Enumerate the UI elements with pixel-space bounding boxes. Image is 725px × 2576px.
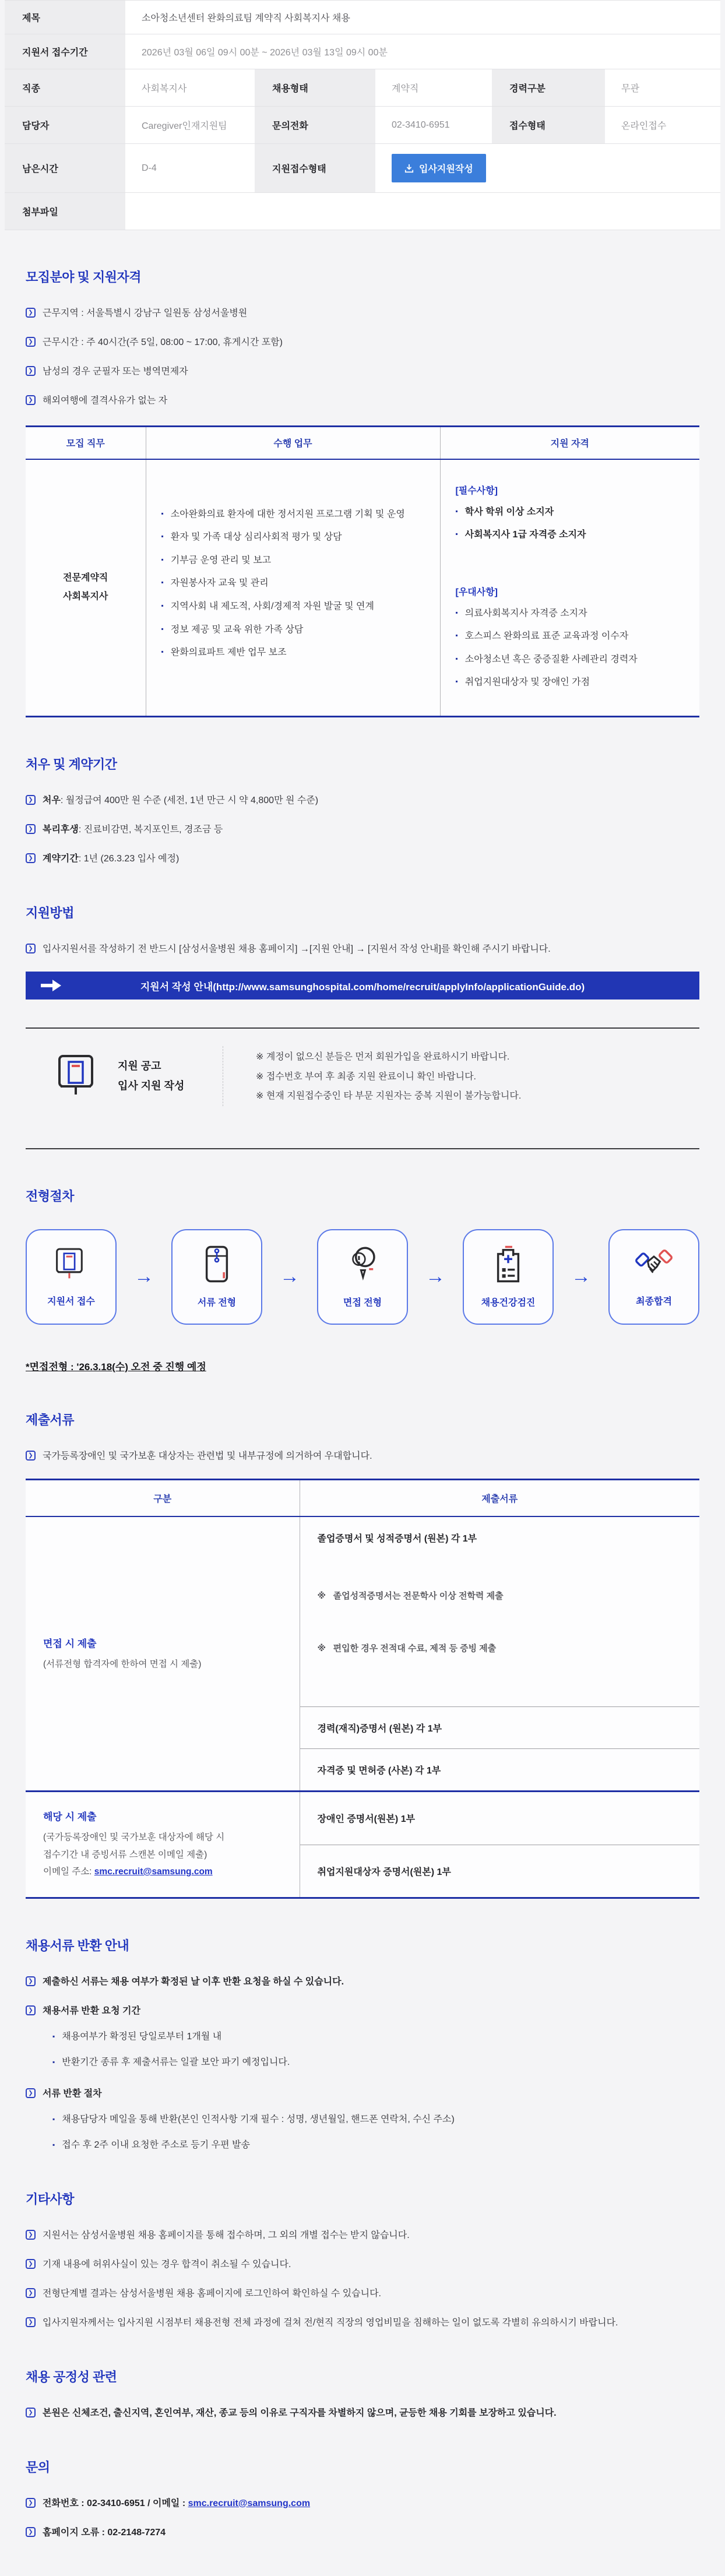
bullet-etc-4: [26, 2316, 699, 2330]
section-title-recruit: 모집분야 및 지원자격: [26, 270, 141, 284]
bullet-text: 전형단계별 결과는 삼성서울병원 채용 홈페이지에 로그인하여 확인하실 수 있습니다.: [43, 2288, 381, 2299]
banner-label: 지원서 작성 안내(http://www.samsunghospital.com/home/recruit/applyInfo/applicationGuide.do): [140, 981, 585, 993]
doc-note: ※ 졸업성적증명서는 전문학사 이상 전학력 제출 ※ 편입한 경우 전적대 수료, 제적 등 증빙 제출: [317, 1591, 504, 1654]
spacer: [456, 551, 685, 585]
required-list: [456, 505, 685, 543]
table-row: [5, 193, 720, 230]
chevron-box-icon: ❯: [26, 2408, 36, 2417]
download-icon: [404, 164, 414, 173]
submission-documents-table: [26, 1479, 699, 1899]
apply-button-cell: [375, 144, 720, 193]
bullet-text: 제출하신 서류는 채용 여부가 확정된 날 이후 반환 요청을 하실 수 있습니다.: [43, 1976, 344, 1987]
square-bullet-icon: ▪: [455, 631, 458, 640]
bullet-label: 복리후생: [43, 825, 79, 835]
table-row: [5, 107, 720, 144]
job-type-value: 사회복지사: [125, 69, 255, 107]
job-detail-table: [26, 425, 699, 717]
bullet-contact-phone: [26, 2497, 699, 2511]
square-bullet-icon: ▪: [52, 2057, 55, 2066]
contact-email-link[interactable]: smc.recruit@samsung.com: [188, 2498, 311, 2508]
section-title-fairness: 채용 공정성 관련: [26, 2369, 117, 2384]
chevron-box-icon: ❯: [26, 944, 36, 953]
bullet-etc-2: [26, 2258, 699, 2272]
doc-employment-support-cert: 취업지원대상자 증명서(원본) 1부: [300, 1845, 699, 1898]
bullet-veteran-preference: [26, 1449, 699, 1463]
section-etc: [0, 2190, 725, 2330]
bullet-text: 근무시간 : 주 40시간(주 5일, 08:00 ~ 17:00, 휴게시간 포함): [43, 337, 283, 347]
step-health-check: [463, 1229, 554, 1325]
step-label: 면접 전형: [343, 1298, 382, 1308]
header-duties: 수행 업무: [146, 427, 440, 459]
square-bullet-icon: ▪: [161, 601, 164, 610]
email-label: 이메일 주소:: [43, 1867, 94, 1877]
square-bullet-icon: ▪: [52, 2140, 55, 2149]
chevron-box-icon: ❯: [26, 366, 36, 376]
step-application: [26, 1229, 117, 1325]
doc-graduation-cert: [300, 1516, 699, 1707]
chevron-box-icon: ❯: [26, 2288, 36, 2298]
square-bullet-icon: ▪: [455, 506, 458, 515]
bullet-work-location: [26, 307, 699, 321]
duty-item: ▪ 기부금 운영 관리 및 보고: [161, 553, 425, 568]
section-apply-method: [0, 903, 725, 1149]
bullet-text: : 월정급여 400만 원 수준 (세전, 1년 만근 시 약 4,800만 원 수준): [60, 796, 319, 806]
return-procedure-list: [52, 2113, 699, 2152]
bullet-label: 채용서류 반환 요청 기간: [43, 2005, 140, 2016]
bullet-return-request: [26, 1975, 699, 1989]
phone-value: 02-3410-6951: [375, 107, 492, 144]
bullet-text: 본원은 신체조건, 출신지역, 혼인여부, 재산, 종교 등의 이유로 구직자를 차별하지 않으며, 균등한 채용 기회를 보장하고 있습니다.: [43, 2408, 557, 2418]
qualifications-cell: [440, 459, 699, 717]
document-icon: [201, 1245, 233, 1283]
chevron-box-icon: ❯: [26, 2005, 36, 2015]
square-bullet-icon: ▪: [161, 647, 164, 656]
employment-type-label: 채용형태: [255, 69, 375, 107]
infobox-notes: [223, 1046, 699, 1106]
period-label: 지원서 접수기간: [5, 34, 125, 69]
job-position-cell: [26, 459, 146, 717]
bullet-salary: [26, 794, 699, 808]
chevron-box-icon: ❯: [26, 2088, 36, 2098]
handshake-icon: [635, 1246, 673, 1282]
section-recruit: [0, 268, 725, 717]
attachment-value: [125, 193, 720, 230]
table-row: [5, 1, 720, 34]
bullet-homepage-error: [26, 2526, 699, 2540]
application-guide-banner[interactable]: [26, 972, 699, 1000]
apply-receipt-label: 지원접수형태: [255, 144, 375, 193]
preferred-title: [우대사항]: [455, 587, 498, 597]
bullet-text: 근무지역 : 서울특별시 강남구 일원동 삼성서울병원: [43, 308, 248, 318]
doc-group-subtitle: (국가등록장애인 및 국가보훈 대상자에 해당 시 접수기간 내 증빙서류 스캔본 이메일 제출) 이메일 주소: smc.recruit@samsung.com: [43, 1832, 225, 1877]
application-period: 2026년 03월 06일 09시 00분 ~ 2026년 03월 13일 09시 00분: [125, 34, 720, 69]
infobox-title-line: 입사 지원 작성: [118, 1080, 185, 1092]
chevron-box-icon: ❯: [26, 395, 36, 405]
posting-title: 소아청소년센터 완화의료팀 계약직 사회복지사 채용: [125, 1, 720, 34]
monitor-icon: [52, 1246, 90, 1282]
duty-item: ▪ 환자 및 가족 대상 심리사회적 평가 및 상담: [161, 530, 425, 545]
bullet-text: 입사지원자께서는 입사지원 시점부터 채용전형 전체 과정에 걸쳐 전/현직 직장의 영업비밀을 침해하는 일이 없도록 각별히 유의하시기 바랍니다.: [43, 2317, 618, 2328]
bullet-etc-3: [26, 2287, 699, 2301]
step-label: 서류 전형: [197, 1298, 237, 1308]
infobox-title-line: 지원 공고: [118, 1060, 161, 1072]
remaining-time-value: D-4: [125, 144, 255, 193]
arrow-right-icon: →: [134, 1265, 154, 1288]
qualification-item: ▪ 소아청소년 혹은 중증질환 사례관리 경력자: [456, 652, 685, 667]
duty-item: ▪ 소아완화의료 환자에 대한 정서지원 프로그램 기획 및 운영: [161, 507, 425, 522]
chevron-box-icon: ❯: [26, 2317, 36, 2327]
square-bullet-icon: ▪: [455, 608, 458, 617]
bullet-text: 입사지원서를 작성하기 전 반드시 [삼성서울병원 채용 홈페이지] →[지원 안내] → [지원서 작성 안내]를 확인해 주시기 바랍니다.: [43, 944, 551, 955]
job-posting-summary-table: [5, 0, 720, 230]
process-steps: [26, 1229, 699, 1325]
arrow-right-icon: →: [571, 1265, 591, 1288]
bullet-etc-1: [26, 2229, 699, 2243]
doc-group-title: 면접 시 제출: [43, 1638, 97, 1649]
chevron-box-icon: ❯: [26, 308, 36, 318]
qualification-item: ▪ 의료사회복지사 자격증 소지자: [456, 606, 685, 621]
section-document-return: [0, 1936, 725, 2152]
bullet-welfare: [26, 823, 699, 837]
homepage-error-text: 홈페이지 오류 : 02-2148-7274: [43, 2527, 166, 2538]
section-documents: [0, 1410, 725, 1899]
phone-label: 문의전화: [255, 107, 375, 144]
qualification-item: ▪ 사회복지사 1급 자격증 소지자: [456, 527, 685, 543]
step-final-pass: [608, 1229, 699, 1325]
job-table-header-row: [26, 427, 699, 459]
header-documents: 제출서류: [300, 1479, 699, 1516]
duty-list: [161, 507, 425, 660]
bullet-military: [26, 365, 699, 379]
job-position-line: 사회복지사: [63, 592, 108, 602]
step-label: 최종합격: [636, 1297, 672, 1307]
square-bullet-icon: ▪: [52, 2114, 55, 2123]
infobox-note: ※ 접수번호 부여 후 최종 지원 완료이니 확인 바랍니다.: [256, 1071, 476, 1082]
list-item: ▪ 반환기간 종류 후 제출서류는 일괄 보안 파기 예정입니다.: [52, 2056, 699, 2070]
bullet-text: 국가등록장애인 및 국가보훈 대상자는 관련법 및 내부규정에 의거하여 우대합니다.: [43, 1451, 372, 1461]
step-label: 지원서 접수: [47, 1297, 95, 1307]
duties-cell: [146, 459, 440, 717]
bullet-travel: [26, 394, 699, 408]
contact-phone-text: 전화번호 : 02-3410-6951 / 이메일 :: [43, 2498, 188, 2508]
square-bullet-icon: ▪: [455, 677, 458, 686]
section-title-return: 채용서류 반환 안내: [26, 1938, 129, 1953]
section-title-documents: 제출서류: [26, 1412, 75, 1427]
return-period-list: [52, 2030, 699, 2070]
infobox-left: [26, 1046, 223, 1106]
step-label: 채용건강검진: [481, 1298, 536, 1308]
doc-license-cert: 자격증 및 면허증 (사본) 각 1부: [300, 1749, 699, 1792]
bullet-text: 기재 내용에 허위사실이 있는 경우 합격이 취소될 수 있습니다.: [43, 2259, 291, 2269]
chevron-box-icon: ❯: [26, 824, 36, 834]
bullet-label: 서류 반환 절차: [43, 2088, 102, 2099]
section-title-apply: 지원방법: [26, 906, 75, 921]
career-value: 무관: [605, 69, 720, 107]
step-interview: [317, 1229, 408, 1325]
square-bullet-icon: ▪: [161, 578, 164, 587]
bullet-text: : 진료비감면, 복지포인트, 경조금 등: [78, 825, 223, 835]
bullet-text: 남성의 경우 군필자 또는 병역면제자: [43, 367, 188, 376]
chevron-box-icon: ❯: [26, 853, 36, 863]
list-item: ▪ 채용여부가 확정된 당일로부터 1개월 내: [52, 2030, 699, 2044]
square-bullet-icon: ▪: [52, 2032, 55, 2040]
bullet-work-hours: [26, 336, 699, 350]
doc-disability-cert: 장애인 증명서(원본) 1부: [300, 1792, 699, 1845]
duty-item: ▪ 지역사회 내 제도적, 사회/경제적 자원 발굴 및 연계: [161, 599, 425, 614]
section-title-etc: 기타사항: [26, 2191, 75, 2207]
chevron-box-icon: ❯: [26, 2230, 36, 2240]
table-row: [5, 34, 720, 69]
doc-table-header-row: [26, 1479, 699, 1516]
section-fairness: [0, 2367, 725, 2420]
square-bullet-icon: ▪: [161, 532, 164, 541]
square-bullet-icon: ▪: [161, 624, 164, 633]
section-title-treatment: 처우 및 계약기간: [26, 757, 117, 772]
qualification-item: ▪ 호스피스 완화의료 표준 교육과정 이수자: [456, 629, 685, 644]
health-check-icon: [492, 1245, 525, 1283]
chevron-box-icon: ❯: [26, 795, 36, 805]
monitor-icon: [54, 1053, 103, 1099]
conditional-submission-cell: [26, 1792, 300, 1898]
recruit-email-link[interactable]: smc.recruit@samsung.com: [94, 1867, 213, 1877]
title-label: 제목: [5, 1, 125, 34]
bullet-apply-guide: [26, 942, 699, 956]
duty-item: ▪ 정보 제공 및 교육 위한 가족 상담: [161, 622, 425, 638]
receipt-type-label: 접수형태: [492, 107, 605, 144]
attachment-label: 첨부파일: [5, 193, 125, 230]
bottom-spacer: [26, 2555, 699, 2576]
manager-label: 담당자: [5, 107, 125, 144]
bullet-fairness: [26, 2406, 699, 2420]
magnifier-icon: [345, 1245, 380, 1283]
doc-row-group1: [26, 1516, 699, 1707]
duty-item: ▪ 자원봉사자 교육 및 관리: [161, 576, 425, 591]
bullet-text: 해외여행에 결격사유가 없는 자: [43, 396, 168, 406]
employment-type-value: 계약직: [375, 69, 492, 107]
remaining-time-label: 남은시간: [5, 144, 125, 193]
bullet-return-period: [26, 2004, 699, 2018]
required-title: [필수사항]: [455, 485, 498, 496]
bullet-text: : 1년 (26.3.23 입사 예정): [78, 854, 180, 864]
section-title-contact: 문의: [26, 2459, 50, 2475]
infobox-note: ※ 현재 지원접수중인 타 부문 지원자는 중복 지원이 불가능합니다.: [256, 1091, 522, 1102]
doc-main-text: 졸업증명서 및 성적증명서 (원본) 각 1부: [317, 1534, 477, 1544]
header-job-position: 모집 직무: [26, 427, 146, 459]
doc-career-cert: 경력(재직)증명서 (원본) 각 1부: [300, 1707, 699, 1749]
section-treatment: [0, 755, 725, 866]
interview-schedule-note: *면접전형 : '26.3.18(수) 오전 중 진행 예정: [26, 1361, 206, 1373]
manager-value: Caregiver인재지원팀: [125, 107, 255, 144]
chevron-box-icon: ❯: [26, 2527, 36, 2537]
bullet-contract-period: [26, 852, 699, 866]
duty-item: ▪ 완화의료파트 제반 업무 보조: [161, 645, 425, 660]
section-title-process: 전형절차: [26, 1188, 75, 1203]
list-item: ▪ 접수 후 2주 이내 요청한 주소로 등기 우편 발송: [52, 2138, 699, 2152]
apply-infobox: [26, 1027, 699, 1149]
job-type-label: 직종: [5, 69, 125, 107]
qualification-item: ▪ 학사 학위 이상 소지자: [456, 505, 685, 520]
arrow-right-icon: →: [425, 1265, 445, 1288]
square-bullet-icon: ▪: [455, 654, 458, 663]
table-row: [5, 144, 720, 193]
chevron-box-icon: ❯: [26, 337, 36, 347]
chevron-box-icon: ❯: [26, 2259, 36, 2269]
doc-row-group2: [26, 1792, 699, 1845]
square-bullet-icon: ▪: [161, 555, 164, 564]
receipt-type-value: 온라인접수: [605, 107, 720, 144]
list-item: ▪ 채용담당자 메일을 통해 반환(본인 인적사항 기재 필수 : 성명, 생년월일, 핸드폰 연락처, 수신 주소): [52, 2113, 699, 2127]
square-bullet-icon: ▪: [161, 509, 164, 518]
job-position-line: 전문계약직: [63, 573, 108, 583]
preferred-list: [456, 606, 685, 690]
job-table-body-row: [26, 459, 699, 717]
bullet-label: 계약기간: [43, 854, 79, 864]
header-qualifications: 지원 자격: [440, 427, 699, 459]
chevron-box-icon: ❯: [26, 1451, 36, 1461]
apply-button[interactable]: [392, 154, 486, 182]
section-process: [0, 1187, 725, 1373]
apply-button-label: 입사지원작성: [419, 164, 473, 174]
doc-group-subtitle: (서류전형 합격자에 한하여 면접 시 제출): [43, 1659, 202, 1669]
table-row: [5, 69, 720, 107]
bullet-label: 처우: [43, 796, 61, 806]
bullet-return-procedure: [26, 2087, 699, 2101]
chevron-box-icon: ❯: [26, 2498, 36, 2508]
bullet-text: 지원서는 삼성서울병원 채용 홈페이지를 통해 접수하며, 그 외의 개별 접수는 받지 않습니다.: [43, 2230, 410, 2240]
infobox-title: [118, 1056, 184, 1096]
career-label: 경력구분: [492, 69, 605, 107]
square-bullet-icon: ▪: [455, 530, 458, 539]
interview-submission-cell: [26, 1516, 300, 1792]
step-document-screening: [171, 1229, 262, 1325]
doc-group-title: 해당 시 제출: [43, 1811, 97, 1823]
arrow-right-icon: →: [280, 1265, 300, 1288]
header-category: 구분: [26, 1479, 300, 1516]
qualification-item: ▪ 취업지원대상자 및 장애인 가점: [456, 675, 685, 690]
section-contact: [0, 2458, 725, 2576]
infobox-note: ※ 계정이 없으신 분들은 먼저 회원가입을 완료하시기 바랍니다.: [256, 1052, 510, 1062]
arrow-right-icon: [41, 979, 62, 993]
chevron-box-icon: ❯: [26, 1976, 36, 1986]
